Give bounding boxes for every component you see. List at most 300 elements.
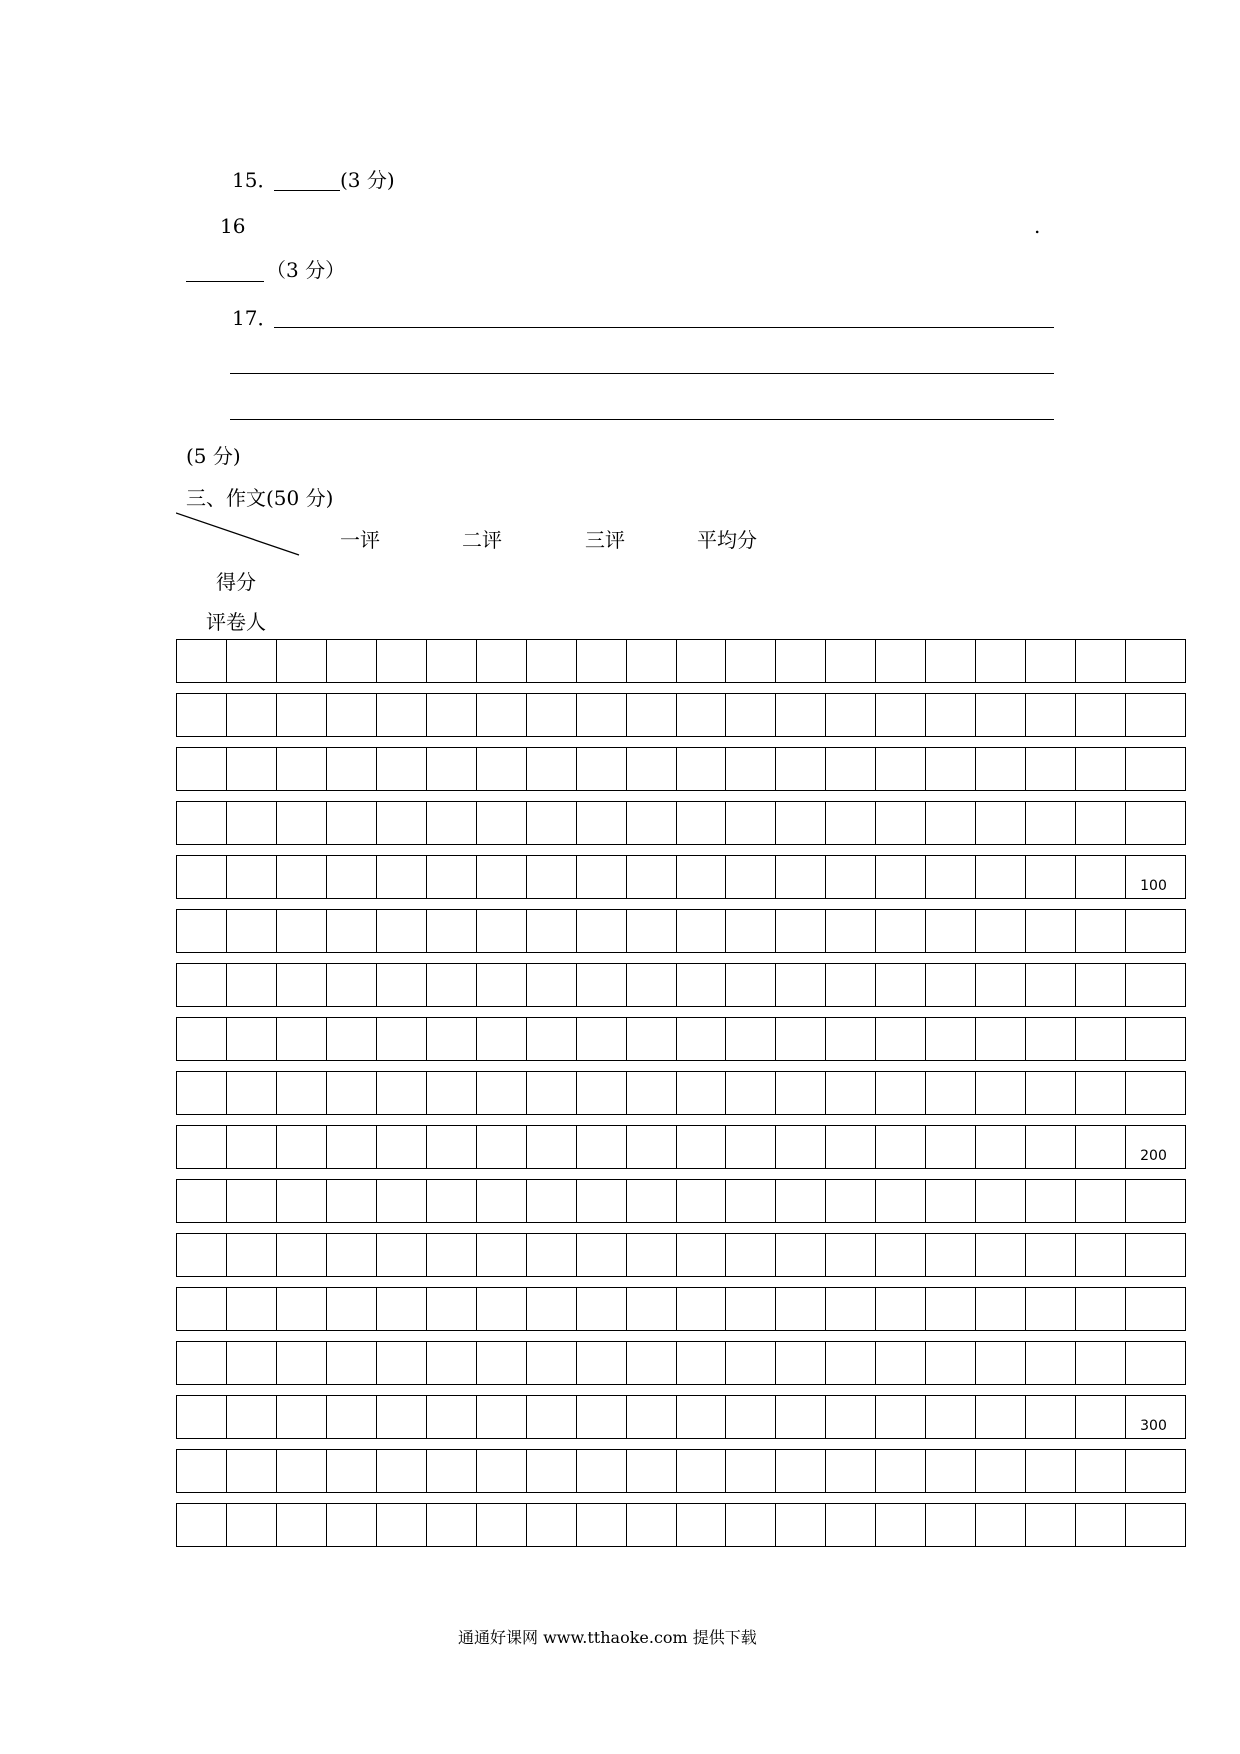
grid-cell[interactable] <box>427 856 477 898</box>
grid-cell[interactable] <box>277 856 327 898</box>
grid-cell[interactable] <box>726 802 776 844</box>
grid-cell[interactable] <box>227 1396 277 1438</box>
grid-cell[interactable] <box>826 1504 876 1546</box>
grid-cell[interactable] <box>1026 1234 1076 1276</box>
grid-cell[interactable] <box>776 1396 826 1438</box>
grid-cell[interactable] <box>527 1126 577 1168</box>
grid-cell[interactable] <box>677 1018 727 1060</box>
grid-cell[interactable] <box>327 802 377 844</box>
grid-cell[interactable] <box>377 1234 427 1276</box>
grid-cell[interactable] <box>826 1180 876 1222</box>
grid-cell[interactable] <box>976 1180 1026 1222</box>
grid-cell[interactable] <box>177 1288 227 1330</box>
grid-cell[interactable] <box>976 748 1026 790</box>
grid-cell[interactable] <box>527 1180 577 1222</box>
grid-cell[interactable] <box>177 694 227 736</box>
grid-cell[interactable] <box>1126 1396 1185 1438</box>
grid-cell[interactable] <box>976 1342 1026 1384</box>
grid-cell[interactable] <box>1126 910 1185 952</box>
grid-cell[interactable] <box>726 1180 776 1222</box>
grid-cell[interactable] <box>1126 1342 1185 1384</box>
grid-cell[interactable] <box>227 910 277 952</box>
grid-cell[interactable] <box>1126 1126 1185 1168</box>
grid-cell[interactable] <box>377 856 427 898</box>
grid-cell[interactable] <box>177 1234 227 1276</box>
grid-cell[interactable] <box>876 694 926 736</box>
grid-cell[interactable] <box>327 694 377 736</box>
grid-cell[interactable] <box>577 1126 627 1168</box>
grid-cell[interactable] <box>776 640 826 682</box>
grid-cell[interactable] <box>776 910 826 952</box>
grid-cell[interactable] <box>477 1504 527 1546</box>
grid-cell[interactable] <box>277 1450 327 1492</box>
grid-cell[interactable] <box>477 1126 527 1168</box>
grid-cell[interactable] <box>577 1072 627 1114</box>
grid-cell[interactable] <box>1076 1180 1126 1222</box>
grid-cell[interactable] <box>1076 1288 1126 1330</box>
grid-cell[interactable] <box>677 856 727 898</box>
grid-cell[interactable] <box>427 1018 477 1060</box>
grid-cell[interactable] <box>227 1072 277 1114</box>
grid-cell[interactable] <box>577 856 627 898</box>
grid-cell[interactable] <box>627 748 677 790</box>
grid-cell[interactable] <box>527 856 577 898</box>
grid-cell[interactable] <box>876 1450 926 1492</box>
grid-cell[interactable] <box>177 856 227 898</box>
grid-cell[interactable] <box>577 1450 627 1492</box>
grid-cell[interactable] <box>1126 1072 1185 1114</box>
grid-cell[interactable] <box>627 1450 677 1492</box>
grid-cell[interactable] <box>277 802 327 844</box>
grid-cell[interactable] <box>976 856 1026 898</box>
grid-cell[interactable] <box>726 1234 776 1276</box>
grid-cell[interactable] <box>327 856 377 898</box>
grid-cell[interactable] <box>1026 694 1076 736</box>
grid-cell[interactable] <box>627 1396 677 1438</box>
grid-cell[interactable] <box>477 1342 527 1384</box>
grid-cell[interactable] <box>826 748 876 790</box>
grid-cell[interactable] <box>377 910 427 952</box>
grid-cell[interactable] <box>627 1072 677 1114</box>
grid-cell[interactable] <box>976 1450 1026 1492</box>
grid-cell[interactable] <box>577 1234 627 1276</box>
grid-cell[interactable] <box>477 1288 527 1330</box>
grid-cell[interactable] <box>477 1072 527 1114</box>
grid-cell[interactable] <box>826 1450 876 1492</box>
grid-cell[interactable] <box>826 1234 876 1276</box>
grid-cell[interactable] <box>327 1450 377 1492</box>
grid-cell[interactable] <box>677 1450 727 1492</box>
grid-cell[interactable] <box>377 1342 427 1384</box>
grid-cell[interactable] <box>327 1126 377 1168</box>
grid-cell[interactable] <box>377 748 427 790</box>
grid-cell[interactable] <box>527 748 577 790</box>
grid-cell[interactable] <box>876 1180 926 1222</box>
grid-cell[interactable] <box>327 964 377 1006</box>
grid-cell[interactable] <box>477 856 527 898</box>
grid-cell[interactable] <box>427 1180 477 1222</box>
grid-cell[interactable] <box>726 748 776 790</box>
grid-cell[interactable] <box>1026 1126 1076 1168</box>
grid-cell[interactable] <box>227 802 277 844</box>
grid-cell[interactable] <box>477 910 527 952</box>
grid-cell[interactable] <box>726 640 776 682</box>
grid-cell[interactable] <box>227 1288 277 1330</box>
grid-cell[interactable] <box>1126 802 1185 844</box>
grid-cell[interactable] <box>926 1396 976 1438</box>
grid-cell[interactable] <box>1126 694 1185 736</box>
grid-cell[interactable] <box>826 1396 876 1438</box>
grid-cell[interactable] <box>577 1180 627 1222</box>
grid-cell[interactable] <box>976 964 1026 1006</box>
grid-cell[interactable] <box>427 694 477 736</box>
grid-cell[interactable] <box>427 640 477 682</box>
grid-cell[interactable] <box>876 1288 926 1330</box>
grid-cell[interactable] <box>477 694 527 736</box>
grid-cell[interactable] <box>926 802 976 844</box>
grid-cell[interactable] <box>627 910 677 952</box>
grid-cell[interactable] <box>1026 1288 1076 1330</box>
grid-cell[interactable] <box>926 1126 976 1168</box>
grid-cell[interactable] <box>776 964 826 1006</box>
q17-answer-line-1[interactable] <box>274 327 1054 328</box>
grid-cell[interactable] <box>826 964 876 1006</box>
grid-cell[interactable] <box>577 1342 627 1384</box>
grid-cell[interactable] <box>527 1396 577 1438</box>
grid-cell[interactable] <box>477 1234 527 1276</box>
grid-cell[interactable] <box>876 802 926 844</box>
grid-cell[interactable] <box>327 910 377 952</box>
grid-cell[interactable] <box>277 1342 327 1384</box>
grid-cell[interactable] <box>427 1126 477 1168</box>
grid-cell[interactable] <box>177 802 227 844</box>
grid-cell[interactable] <box>677 1126 727 1168</box>
grid-cell[interactable] <box>926 856 976 898</box>
grid-cell[interactable] <box>277 1234 327 1276</box>
grid-cell[interactable] <box>976 1072 1026 1114</box>
grid-cell[interactable] <box>177 1126 227 1168</box>
grid-cell[interactable] <box>377 964 427 1006</box>
grid-cell[interactable] <box>477 802 527 844</box>
grid-cell[interactable] <box>776 694 826 736</box>
grid-cell[interactable] <box>776 1126 826 1168</box>
grid-cell[interactable] <box>826 802 876 844</box>
grid-cell[interactable] <box>1126 964 1185 1006</box>
grid-cell[interactable] <box>677 1234 727 1276</box>
grid-cell[interactable] <box>627 694 677 736</box>
grid-cell[interactable] <box>627 802 677 844</box>
grid-cell[interactable] <box>177 964 227 1006</box>
grid-cell[interactable] <box>227 856 277 898</box>
grid-cell[interactable] <box>527 1450 577 1492</box>
grid-cell[interactable] <box>726 964 776 1006</box>
grid-cell[interactable] <box>227 748 277 790</box>
grid-cell[interactable] <box>976 694 1026 736</box>
grid-cell[interactable] <box>627 964 677 1006</box>
grid-cell[interactable] <box>776 1180 826 1222</box>
grid-cell[interactable] <box>876 1234 926 1276</box>
grid-cell[interactable] <box>577 910 627 952</box>
grid-cell[interactable] <box>327 1504 377 1546</box>
grid-cell[interactable] <box>277 1126 327 1168</box>
grid-cell[interactable] <box>1026 964 1076 1006</box>
grid-cell[interactable] <box>527 1504 577 1546</box>
grid-cell[interactable] <box>726 1450 776 1492</box>
grid-cell[interactable] <box>277 694 327 736</box>
grid-cell[interactable] <box>527 1288 577 1330</box>
grid-cell[interactable] <box>826 910 876 952</box>
grid-cell[interactable] <box>776 802 826 844</box>
grid-cell[interactable] <box>976 1504 1026 1546</box>
grid-cell[interactable] <box>477 964 527 1006</box>
grid-cell[interactable] <box>677 802 727 844</box>
grid-cell[interactable] <box>1026 640 1076 682</box>
grid-cell[interactable] <box>327 1180 377 1222</box>
grid-cell[interactable] <box>177 1342 227 1384</box>
grid-cell[interactable] <box>677 1072 727 1114</box>
grid-cell[interactable] <box>377 1018 427 1060</box>
grid-cell[interactable] <box>776 1450 826 1492</box>
grid-cell[interactable] <box>377 1126 427 1168</box>
grid-cell[interactable] <box>327 1072 377 1114</box>
grid-cell[interactable] <box>776 748 826 790</box>
grid-cell[interactable] <box>826 856 876 898</box>
grid-cell[interactable] <box>577 748 627 790</box>
grid-cell[interactable] <box>577 1288 627 1330</box>
grid-cell[interactable] <box>1076 694 1126 736</box>
grid-cell[interactable] <box>926 1180 976 1222</box>
grid-cell[interactable] <box>1026 1342 1076 1384</box>
grid-cell[interactable] <box>726 1504 776 1546</box>
grid-cell[interactable] <box>726 1126 776 1168</box>
q16-answer-blank[interactable] <box>186 281 264 282</box>
grid-cell[interactable] <box>227 1342 277 1384</box>
grid-cell[interactable] <box>177 1450 227 1492</box>
grid-cell[interactable] <box>427 1504 477 1546</box>
grid-cell[interactable] <box>427 1288 477 1330</box>
grid-cell[interactable] <box>1076 1234 1126 1276</box>
grid-cell[interactable] <box>1076 640 1126 682</box>
grid-cell[interactable] <box>776 1288 826 1330</box>
grid-cell[interactable] <box>527 1072 577 1114</box>
grid-cell[interactable] <box>527 1234 577 1276</box>
grid-cell[interactable] <box>926 1450 976 1492</box>
grid-cell[interactable] <box>826 640 876 682</box>
grid-cell[interactable] <box>577 802 627 844</box>
grid-cell[interactable] <box>1076 748 1126 790</box>
grid-cell[interactable] <box>826 694 876 736</box>
grid-cell[interactable] <box>1026 1396 1076 1438</box>
grid-cell[interactable] <box>876 1018 926 1060</box>
grid-cell[interactable] <box>177 1504 227 1546</box>
grid-cell[interactable] <box>677 694 727 736</box>
grid-cell[interactable] <box>577 1504 627 1546</box>
grid-cell[interactable] <box>926 910 976 952</box>
grid-cell[interactable] <box>976 1396 1026 1438</box>
grid-cell[interactable] <box>327 1288 377 1330</box>
grid-cell[interactable] <box>1126 856 1185 898</box>
grid-cell[interactable] <box>277 1072 327 1114</box>
grid-cell[interactable] <box>1026 748 1076 790</box>
grid-cell[interactable] <box>726 856 776 898</box>
grid-cell[interactable] <box>527 910 577 952</box>
grid-cell[interactable] <box>527 1342 577 1384</box>
grid-cell[interactable] <box>527 1018 577 1060</box>
grid-cell[interactable] <box>1076 1342 1126 1384</box>
grid-cell[interactable] <box>1026 1072 1076 1114</box>
grid-cell[interactable] <box>427 1234 477 1276</box>
grid-cell[interactable] <box>826 1126 876 1168</box>
grid-cell[interactable] <box>527 640 577 682</box>
grid-cell[interactable] <box>876 640 926 682</box>
grid-cell[interactable] <box>1126 640 1185 682</box>
grid-cell[interactable] <box>1126 1234 1185 1276</box>
grid-cell[interactable] <box>1126 1180 1185 1222</box>
grid-cell[interactable] <box>1076 964 1126 1006</box>
grid-cell[interactable] <box>876 856 926 898</box>
grid-cell[interactable] <box>377 1450 427 1492</box>
grid-cell[interactable] <box>427 910 477 952</box>
grid-cell[interactable] <box>1026 1018 1076 1060</box>
grid-cell[interactable] <box>1076 1450 1126 1492</box>
grid-cell[interactable] <box>1126 1288 1185 1330</box>
grid-cell[interactable] <box>427 1072 477 1114</box>
grid-cell[interactable] <box>177 640 227 682</box>
grid-cell[interactable] <box>677 1396 727 1438</box>
grid-cell[interactable] <box>277 1504 327 1546</box>
grid-cell[interactable] <box>876 1396 926 1438</box>
grid-cell[interactable] <box>377 640 427 682</box>
grid-cell[interactable] <box>976 1288 1026 1330</box>
grid-cell[interactable] <box>926 1018 976 1060</box>
grid-cell[interactable] <box>776 1234 826 1276</box>
grid-cell[interactable] <box>527 802 577 844</box>
grid-cell[interactable] <box>677 910 727 952</box>
grid-cell[interactable] <box>427 1342 477 1384</box>
grid-cell[interactable] <box>327 1234 377 1276</box>
grid-cell[interactable] <box>177 1396 227 1438</box>
grid-cell[interactable] <box>577 1018 627 1060</box>
grid-cell[interactable] <box>1076 1396 1126 1438</box>
grid-cell[interactable] <box>527 964 577 1006</box>
grid-cell[interactable] <box>327 1396 377 1438</box>
grid-cell[interactable] <box>227 694 277 736</box>
grid-cell[interactable] <box>177 748 227 790</box>
grid-cell[interactable] <box>726 1018 776 1060</box>
grid-cell[interactable] <box>926 748 976 790</box>
grid-cell[interactable] <box>477 1180 527 1222</box>
grid-cell[interactable] <box>876 1126 926 1168</box>
grid-cell[interactable] <box>377 1396 427 1438</box>
grid-cell[interactable] <box>1076 802 1126 844</box>
grid-cell[interactable] <box>726 1342 776 1384</box>
grid-cell[interactable] <box>377 1288 427 1330</box>
grid-cell[interactable] <box>627 640 677 682</box>
grid-cell[interactable] <box>926 964 976 1006</box>
grid-cell[interactable] <box>1026 1180 1076 1222</box>
grid-cell[interactable] <box>277 748 327 790</box>
grid-cell[interactable] <box>277 964 327 1006</box>
grid-cell[interactable] <box>876 1504 926 1546</box>
grid-cell[interactable] <box>177 1018 227 1060</box>
grid-cell[interactable] <box>926 1342 976 1384</box>
grid-cell[interactable] <box>1126 1450 1185 1492</box>
grid-cell[interactable] <box>677 1288 727 1330</box>
grid-cell[interactable] <box>1026 856 1076 898</box>
grid-cell[interactable] <box>826 1018 876 1060</box>
grid-cell[interactable] <box>477 1018 527 1060</box>
grid-cell[interactable] <box>627 1234 677 1276</box>
grid-cell[interactable] <box>627 1288 677 1330</box>
grid-cell[interactable] <box>327 1018 377 1060</box>
grid-cell[interactable] <box>277 910 327 952</box>
grid-cell[interactable] <box>677 640 727 682</box>
grid-cell[interactable] <box>577 1396 627 1438</box>
grid-cell[interactable] <box>627 1126 677 1168</box>
grid-cell[interactable] <box>427 1450 477 1492</box>
grid-cell[interactable] <box>677 1342 727 1384</box>
grid-cell[interactable] <box>976 640 1026 682</box>
grid-cell[interactable] <box>177 1180 227 1222</box>
grid-cell[interactable] <box>577 640 627 682</box>
grid-cell[interactable] <box>876 964 926 1006</box>
grid-cell[interactable] <box>1026 1450 1076 1492</box>
grid-cell[interactable] <box>726 694 776 736</box>
grid-cell[interactable] <box>377 694 427 736</box>
grid-cell[interactable] <box>826 1072 876 1114</box>
grid-cell[interactable] <box>1026 1504 1076 1546</box>
grid-cell[interactable] <box>327 640 377 682</box>
grid-cell[interactable] <box>627 1180 677 1222</box>
grid-cell[interactable] <box>327 748 377 790</box>
grid-cell[interactable] <box>627 856 677 898</box>
grid-cell[interactable] <box>627 1018 677 1060</box>
grid-cell[interactable] <box>227 1504 277 1546</box>
grid-cell[interactable] <box>976 910 1026 952</box>
grid-cell[interactable] <box>726 910 776 952</box>
grid-cell[interactable] <box>277 1396 327 1438</box>
grid-cell[interactable] <box>976 1234 1026 1276</box>
grid-cell[interactable] <box>976 802 1026 844</box>
grid-cell[interactable] <box>477 1450 527 1492</box>
grid-cell[interactable] <box>1076 856 1126 898</box>
grid-cell[interactable] <box>926 694 976 736</box>
grid-cell[interactable] <box>227 1018 277 1060</box>
grid-cell[interactable] <box>826 1342 876 1384</box>
q15-answer-blank[interactable] <box>274 190 340 191</box>
grid-cell[interactable] <box>377 802 427 844</box>
grid-cell[interactable] <box>477 640 527 682</box>
grid-cell[interactable] <box>776 1504 826 1546</box>
grid-cell[interactable] <box>227 964 277 1006</box>
grid-cell[interactable] <box>776 1342 826 1384</box>
grid-cell[interactable] <box>1026 802 1076 844</box>
grid-cell[interactable] <box>227 1126 277 1168</box>
grid-cell[interactable] <box>677 1180 727 1222</box>
grid-cell[interactable] <box>677 1504 727 1546</box>
grid-cell[interactable] <box>377 1072 427 1114</box>
grid-cell[interactable] <box>1076 1018 1126 1060</box>
grid-cell[interactable] <box>327 1342 377 1384</box>
grid-cell[interactable] <box>876 1342 926 1384</box>
grid-cell[interactable] <box>926 1072 976 1114</box>
grid-cell[interactable] <box>926 1234 976 1276</box>
grid-cell[interactable] <box>1126 1018 1185 1060</box>
grid-cell[interactable] <box>776 1072 826 1114</box>
q17-answer-line-3[interactable] <box>230 419 1054 420</box>
grid-cell[interactable] <box>177 1072 227 1114</box>
q17-answer-line-2[interactable] <box>230 373 1054 374</box>
